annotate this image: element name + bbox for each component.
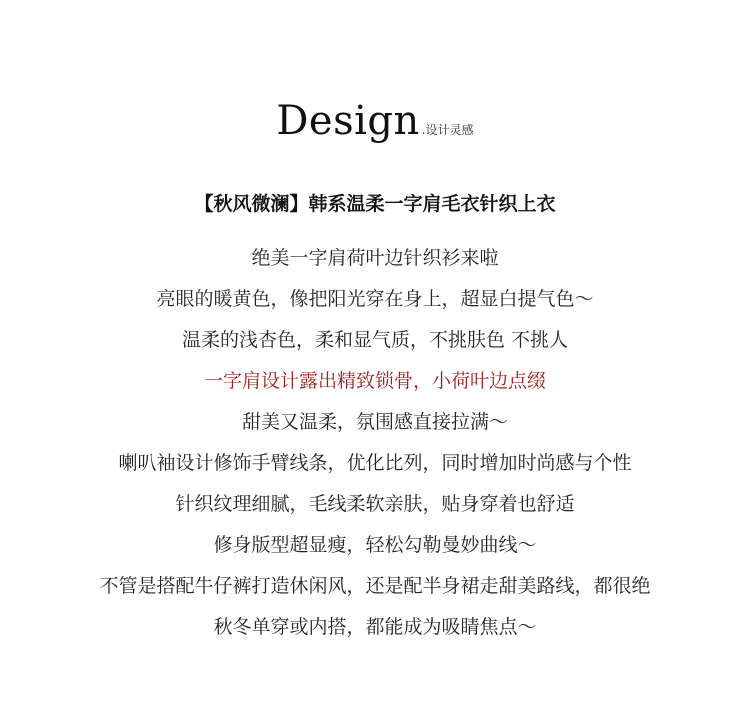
description-line: 修身版型超显瘦，轻松勾勒曼妙曲线～ <box>213 534 537 556</box>
description-line: 甜美又温柔，氛围感直接拉满～ <box>241 411 508 433</box>
description-line-highlight: 一字肩设计露出精致锁骨，小荷叶边点缀 <box>203 370 546 392</box>
description-line: 亮眼的暖黄色，像把阳光穿在身上，超显白提气色～ <box>156 288 594 310</box>
design-heading <box>0 98 750 144</box>
description-lines <box>0 240 750 650</box>
description-line: 温柔的浅杏色，柔和显气质，不挑肤色 不挑人 <box>181 329 569 351</box>
product-title: 【秋风微澜】韩系温柔一字肩毛衣针织上衣 <box>194 193 556 215</box>
description-line: 喇叭袖设计修饰手臂线条，优化比列，同时增加时尚感与个性 <box>118 452 632 474</box>
description-line: 针织纹理细腻，毛线柔软亲肤，贴身穿着也舒适 <box>175 493 575 515</box>
description-line: 秋冬单穿或内搭，都能成为吸睛焦点～ <box>213 616 537 638</box>
description-line: 不管是搭配牛仔裤打造休闲风，还是配半身裙走甜美路线，都很绝 <box>99 575 651 597</box>
design-heading-subtitle: .设计灵感 <box>421 123 474 137</box>
description-line: 绝美一字肩荷叶边针织衫来啦 <box>251 247 499 269</box>
design-heading-word: Design <box>276 98 420 144</box>
